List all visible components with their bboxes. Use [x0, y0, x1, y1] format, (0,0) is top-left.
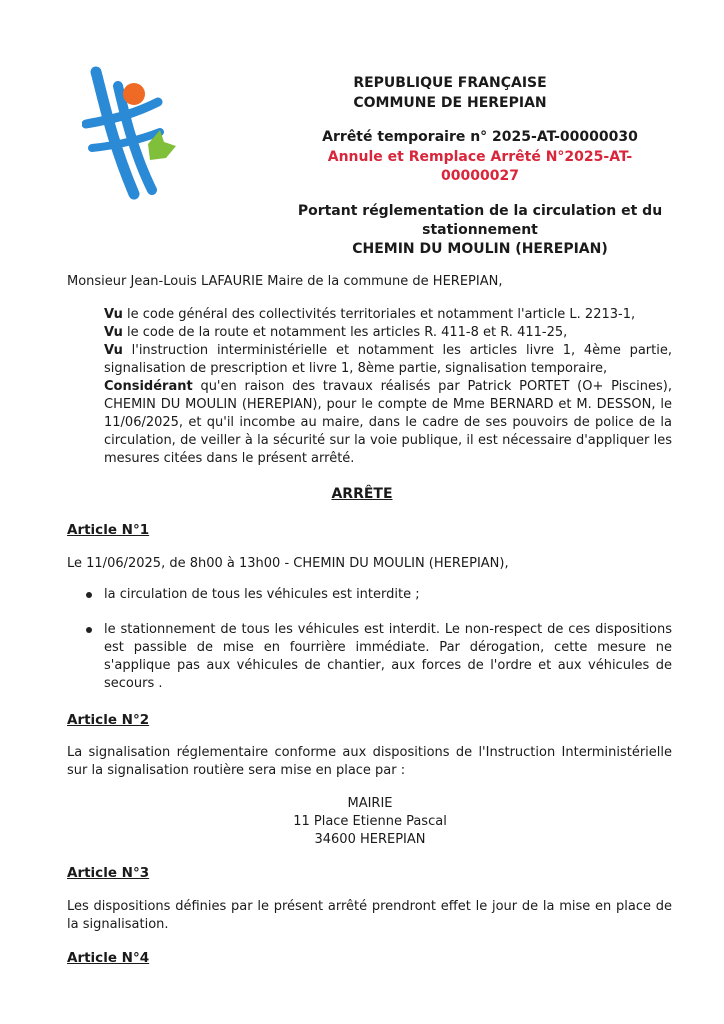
visa-keyword: Vu: [104, 343, 123, 358]
logo-orange-sun: [123, 83, 145, 105]
visa-block: [104, 306, 672, 468]
visa-item: [104, 342, 672, 378]
bullet-dot: [86, 627, 92, 633]
subject-line3: CHEMIN DU MOULIN (HEREPIAN): [352, 241, 608, 257]
visa-item: [104, 378, 672, 468]
republic-title: REPUBLIQUE FRANÇAISE: [353, 75, 547, 91]
article1-lead: Le 11/06/2025, de 8h00 à 13h00 - CHEMIN DU MOULIN (HEREPIAN),: [67, 556, 509, 571]
article4-title: Article N°4: [67, 950, 150, 966]
bullet-dot: [86, 592, 92, 598]
annule-remplace-line2: 00000027: [441, 168, 519, 184]
annule-remplace-line1: Annule et Remplace Arrêté N°2025-AT-: [327, 149, 633, 165]
visa-text: l'instruction interministérielle et notamment les articles livre 1, 4ème partie, signalisation de prescription et livre 1, 8ème partie, signalisation temporaire,: [104, 343, 672, 376]
article1-title: Article N°1: [67, 522, 150, 538]
logo-blue-strokes: [86, 72, 160, 194]
intro-text: Monsieur Jean-Louis LAFAURIE Maire de la commune de HEREPIAN,: [67, 274, 503, 289]
article2-text: La signalisation réglementaire conforme aux dispositions de l'Instruction Interministérielle sur la signalisation routière sera mise en place par :: [67, 745, 672, 778]
visa-keyword: Vu: [104, 325, 123, 340]
address-line1: MAIRIE: [347, 796, 393, 811]
visa-keyword: Considérant: [104, 379, 193, 394]
arrete-number: Arrêté temporaire n° 2025-AT-00000030: [322, 129, 638, 145]
subject-line2: stationnement: [422, 222, 538, 238]
address-line3: 34600 HEREPIAN: [314, 832, 426, 847]
article1-bullet-2: le stationnement de tous les véhicules est interdit. Le non-respect de ces dispositions est passible de mise en fourrière immédiate. Par dérogation, cette mesure ne s'applique pas aux véhicules de chantier, aux forces de l'ordre et aux véhicules de secours .: [104, 622, 672, 691]
visa-item: [104, 324, 672, 342]
arrete-title: ARRÊTE: [331, 486, 393, 502]
visa-text: le code général des collectivités territoriales et notamment l'article L. 2213-1,: [122, 307, 636, 322]
commune-title: COMMUNE DE HEREPIAN: [353, 95, 547, 111]
address-line2: 11 Place Etienne Pascal: [293, 814, 447, 829]
article3-text: Les dispositions définies par le présent arrêté prendront effet le jour de la mise en place de la signalisation.: [67, 899, 672, 932]
visa-keyword: Vu: [104, 307, 123, 322]
article3-title: Article N°3: [67, 865, 150, 881]
visa-text: le code de la route et notamment les articles R. 411-8 et R. 411-25,: [122, 325, 568, 340]
subject-line1: Portant réglementation de la circulation et du: [297, 203, 663, 219]
article2-title: Article N°2: [67, 712, 150, 728]
visa-text: qu'en raison des travaux réalisés par Patrick PORTET (O+ Piscines), CHEMIN DU MOULIN (HEREPIAN), pour le compte de Mme BERNARD et M. DESSON, le 11/06/2025, et qu'il incombe au maire, dans le cadre de ses pouvoirs de police de la circulation, de veiller à la sécurité sur la voie publique, il est nécessaire d'appliquer les mesures citées dans le présent arrêté.: [104, 379, 672, 466]
article1-bullet-1: la circulation de tous les véhicules est interdite ;: [104, 587, 420, 602]
commune-logo: [82, 62, 182, 202]
visa-item: [104, 306, 672, 324]
